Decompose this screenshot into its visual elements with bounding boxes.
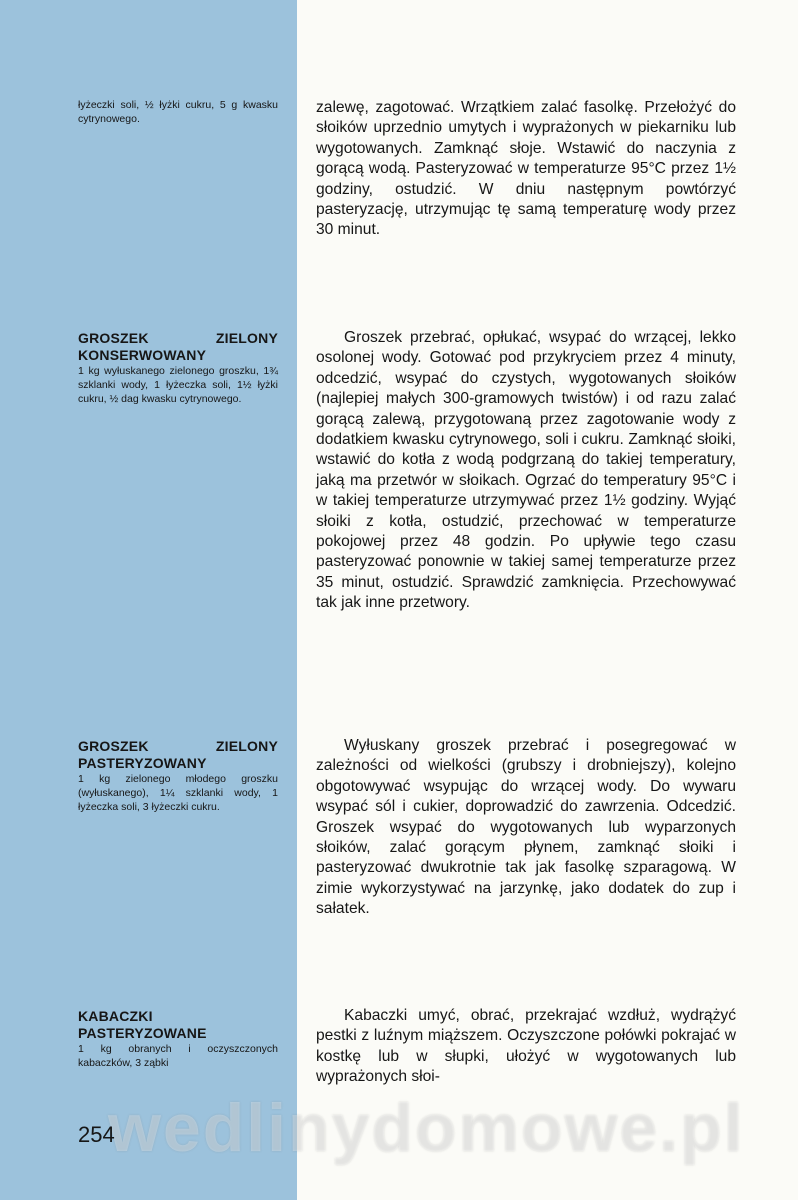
method-text: zalewę, zagotować. Wrzątkiem zalać fasolkę. Przełożyć do słoików uprzednio umytych i wyprażonych w piekarniku lub wygotowanych. Zamknąć słoje. Wstawić do naczynia z gorącą wodą. Pasteryzować w temperaturze 95°C przez 1½ godziny, ostudzić. W dniu następnym powtórzyć pasteryzację, utrzymując tę samą temperaturę wody przez 30 minut. <box>316 99 736 239</box>
ingredients-text: łyżeczki soli, ½ łyżki cukru, 5 g kwasku cytrynowego. <box>78 99 278 125</box>
method-text: Wyłuskany groszek przebrać i posegregować w zależności od wielkości (grubszy i drobniejszy), kolejno obgotowywać wsypując do wrzącej wody. Do wywaru wsypać sól i cukier, doprowadzić do zawrzenia. Odcedzić. Groszek wsypać do wygotowanych lub wyparzonych słoików, zalać gorącym płynem, zamknąć słoiki i pasteryzować dwukrotnie tak jak fasolkę szparagową. W zimie wykorzystywać na jarzynkę, jako dodatek do zup i sałatek. <box>316 737 736 918</box>
ingredients-text: 1 kg obranych i oczyszczonych kabaczków, 3 ząbki <box>78 1043 278 1069</box>
recipe-kabaczki-ingredients <box>78 1008 278 1070</box>
ingredients-text: 1 kg wyłuskanego zielonego groszku, 1¾ szklanki wody, 1 łyżeczka soli, 1½ łyżki cukru, ½ dag kwasku cytrynowego. <box>78 365 278 405</box>
method-text: Kabaczki umyć, obrać, przekrajać wzdłuż, wydrążyć pestki z luźnym miąższem. Oczyszczone połówki pokrajać w kostkę lub w słupki, ułożyć w wygotowanych lub wyprażonych słoi- <box>316 1007 736 1086</box>
recipe-kabaczki-method <box>316 1006 736 1088</box>
recipe-title: GROSZEK ZIELONY PASTERYZOWANY <box>78 738 278 771</box>
watermark: wedlinydomowe.pl <box>108 1090 745 1166</box>
recipe-title: KABACZKI PASTERYZOWANE <box>78 1008 207 1041</box>
recipe-groszek-pasteryzowany-ingredients <box>78 738 278 814</box>
ingredients-text: 1 kg zielonego młodego groszku (wyłuskanego), 1¼ szklanki wody, 1 łyżeczka soli, 3 łyżeczki cukru. <box>78 773 278 813</box>
recipe-continuation-method <box>316 98 736 241</box>
recipe-groszek-pasteryzowany-method <box>316 736 736 920</box>
recipe-groszek-konserwowany-method <box>316 328 736 614</box>
method-text: Groszek przebrać, opłukać, wsypać do wrzącej, lekko osolonej wody. Gotować pod przykryciem przez 4 minuty, odcedzić, wsypać do czystych, wygotowanych słoików (najlepiej małych 300-gramowych twistów) i od razu zalać gorącą zalewą, przygotowaną przez zagotowanie wody z dodatkiem kwasku cytrynowego, soli i cukru. Zamknąć słoiki, wstawić do kotła z wodą podgrzaną do takiej temperatury, jaką ma przetwór w słoikach. Ogrzać do temperatury 95°C i w takiej temperaturze utrzymywać przez 1½ godziny. Wyjąć słoiki z kotła, ostudzić, przechować w temperaturze pokojowej przez 48 godzin. Po upływie tego czasu pasteryzować ponownie w takiej samej temperaturze przez 35 minut, ostudzić. Sprawdzić zamknięcia. Przechowywać tak jak inne przetwory. <box>316 329 736 612</box>
page-number: 254 <box>78 1122 115 1147</box>
recipe-groszek-konserwowany-ingredients <box>78 330 278 406</box>
recipe-continuation-ingredients <box>78 98 278 126</box>
recipe-title: GROSZEK ZIELONY KONSERWOWANY <box>78 330 278 363</box>
